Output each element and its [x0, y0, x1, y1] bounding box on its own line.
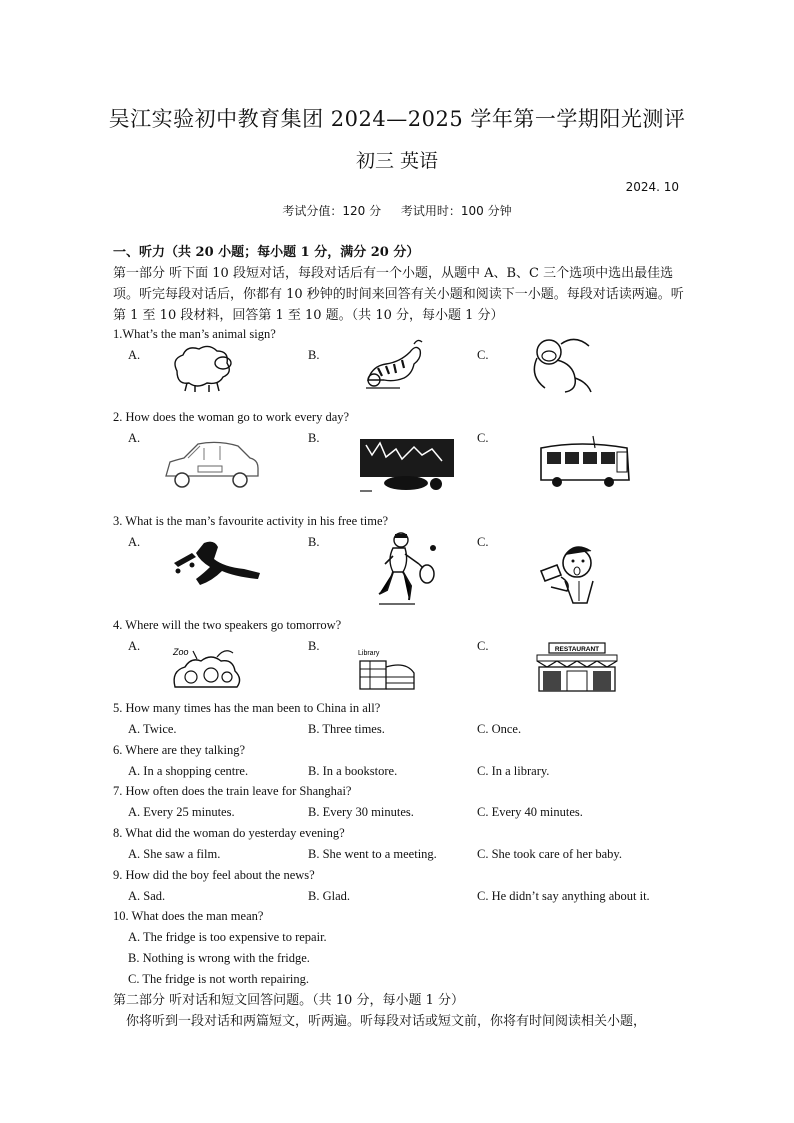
option-a-label: A.: [128, 348, 141, 362]
library-icon: [358, 647, 418, 691]
question-5: 5. How many times has the man been to China in all?: [113, 701, 381, 715]
restaurant-label: RESTAURANT: [554, 646, 600, 653]
option-c-label: C.: [477, 348, 489, 362]
question-1: 1.What’s the man’s animal sign?: [113, 327, 276, 341]
zoo-icon: [167, 643, 245, 691]
restaurant-icon: [535, 641, 619, 693]
zoo-label: Zoo: [173, 647, 189, 657]
section-heading: 一、听力（共 20 小题；每小题 1 分，满分 20 分）: [113, 245, 420, 260]
option-b: B. She went to a meeting.: [308, 847, 437, 861]
exam-score: 考试分值：120 分: [282, 204, 382, 218]
skateboard-icon: [170, 535, 264, 587]
option-b: B. Glad.: [308, 889, 351, 903]
option-c-label: C.: [477, 535, 489, 549]
option-a: A. The fridge is too expensive to repair.: [128, 930, 327, 944]
option-c: C. Every 40 minutes.: [477, 805, 583, 819]
sheep-icon: [163, 345, 235, 393]
option-b-label: B.: [308, 431, 320, 445]
tennis-icon: [375, 530, 441, 608]
option-a: A. Twice.: [128, 722, 177, 736]
question-4: 4. Where will the two speakers go tomorrow?: [113, 618, 342, 632]
part2-text: 你将听到一段对话和两篇短文，听两遍。听每段对话或短文前，你将有时间阅读相关小题，: [126, 1014, 647, 1029]
part2-heading: 第二部分 听对话和短文回答问题。（共 10 分，每小题 1 分）: [113, 993, 464, 1008]
tiger-icon: [360, 336, 428, 394]
question-9: 9. How did the boy feel about the news?: [113, 868, 315, 882]
exam-subtitle: 初三 英语: [355, 150, 439, 172]
question-8: 8. What did the woman do yesterday evening?: [113, 826, 345, 840]
option-b: B. Three times.: [308, 722, 385, 736]
question-3: 3. What is the man’s favourite activity in his free time?: [113, 514, 389, 528]
option-b: B. In a bookstore.: [308, 764, 398, 778]
monkey-icon: [527, 334, 597, 396]
exam-time: 考试用时：100 分钟: [400, 204, 512, 218]
question-6: 6. Where are they talking?: [113, 743, 246, 757]
option-a: A. Sad.: [128, 889, 166, 903]
motorcycle-icon: [358, 437, 456, 493]
part1-instructions: 第一部分 听下面 10 段短对话，每段对话后有一个小题，从题中 A、B、C 三个选项中选出最佳选项。听完每段对话后，你都有 10 秒钟的时间来回答有关小题和阅读下一小题。每段对话读两遍。听第 1 至 10 段材料，回答第 1 至 10 题。（共 10 分，每小题 1 分）: [113, 266, 684, 323]
option-b-label: B.: [308, 639, 320, 653]
option-a-label: A.: [128, 639, 141, 653]
option-c: C. The fridge is not worth repairing.: [128, 972, 309, 986]
option-c: C. Once.: [477, 722, 522, 736]
option-a-label: A.: [128, 431, 141, 445]
option-c-label: C.: [477, 639, 489, 653]
option-c: C. She took care of her baby.: [477, 847, 622, 861]
question-10: 10. What does the man mean?: [113, 909, 264, 923]
option-a: A. In a shopping centre.: [128, 764, 249, 778]
question-2: 2. How does the woman go to work every day?: [113, 410, 350, 424]
exam-date: 2024. 10: [625, 180, 679, 194]
option-b: B. Every 30 minutes.: [308, 805, 414, 819]
car-icon: [160, 436, 260, 492]
singing-icon: [537, 541, 609, 605]
option-b-label: B.: [308, 348, 320, 362]
question-7: 7. How often does the train leave for Shanghai?: [113, 784, 352, 798]
option-b: B. Nothing is wrong with the fridge.: [128, 951, 310, 965]
bus-icon: [533, 434, 635, 492]
option-a: A. She saw a film.: [128, 847, 221, 861]
option-c: C. In a library.: [477, 764, 550, 778]
option-c: C. He didn’t say anything about it.: [477, 889, 650, 903]
library-label: Library: [358, 650, 380, 657]
option-a: A. Every 25 minutes.: [128, 805, 235, 819]
option-a-label: A.: [128, 535, 141, 549]
option-b-label: B.: [308, 535, 320, 549]
exam-meta: [0, 202, 794, 219]
exam-title: 吴江实验初中教育集团 2024—2025 学年第一学期阳光测评: [108, 107, 686, 131]
option-c-label: C.: [477, 431, 489, 445]
